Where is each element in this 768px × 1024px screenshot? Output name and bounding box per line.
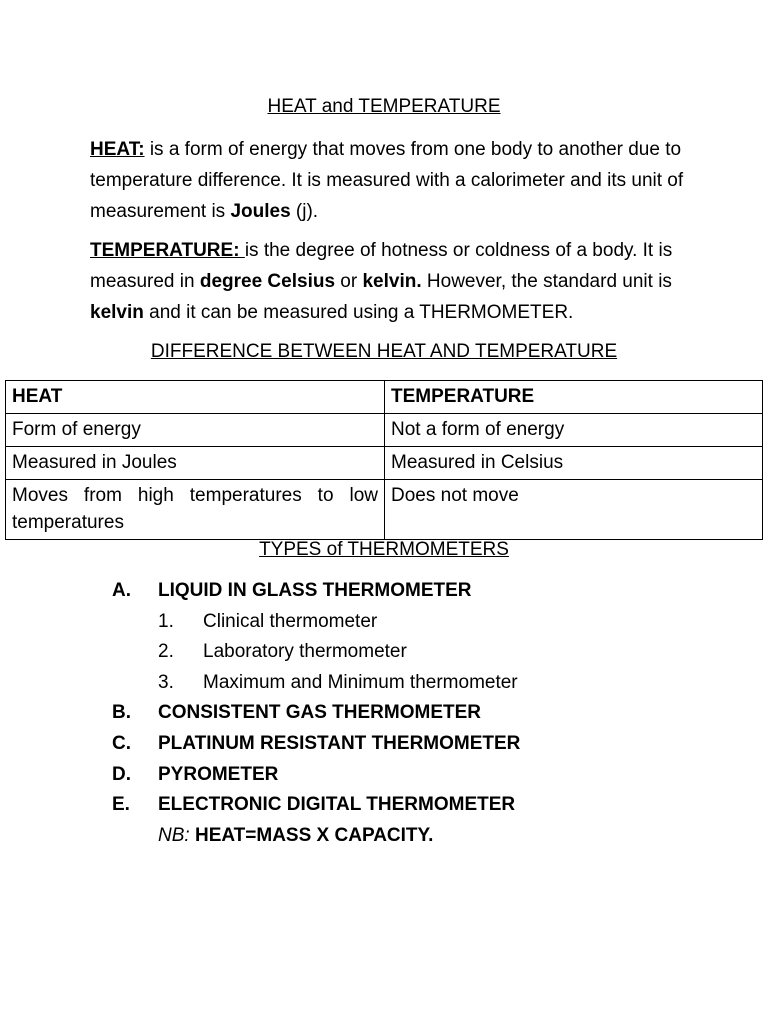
temperature-unit-celsius: degree Celsius xyxy=(199,271,336,292)
difference-title: DIFFERENCE BETWEEN HEAT AND TEMPERATURE xyxy=(150,341,618,362)
temperature-text-2: or xyxy=(335,271,363,292)
table-cell: Not a form of energy xyxy=(385,414,763,447)
table-header-row xyxy=(6,381,763,414)
table-cell: Measured in Celsius xyxy=(385,447,763,480)
list-marker: 1. xyxy=(158,610,174,632)
note-formula: HEAT=MASS X CAPACITY. xyxy=(189,824,434,846)
page-title: HEAT and TEMPERATURE xyxy=(267,96,501,117)
temperature-unit-kelvin: kelvin. xyxy=(362,271,422,292)
note-line xyxy=(158,821,433,851)
temperature-text-3: However, the standard unit is xyxy=(421,271,672,292)
list-item-label: PLATINUM RESISTANT THERMOMETER xyxy=(158,732,521,754)
temperature-text-4: and it can be measured using a THERMOMETER. xyxy=(143,302,574,323)
list-marker: E. xyxy=(112,794,130,816)
list-item-label: LIQUID IN GLASS THERMOMETER xyxy=(158,580,472,601)
list-item-label: Laboratory thermometer xyxy=(203,641,407,663)
list-marker: C. xyxy=(112,732,131,754)
heat-unit: Joules xyxy=(230,201,291,222)
temperature-standard-unit: kelvin xyxy=(90,302,144,323)
table-cell: Form of energy xyxy=(6,414,385,447)
heat-text-1: is a form of energy that moves from one body to another due to temperature difference. It is measured with a calorimeter and its unit of measurement is xyxy=(90,139,684,222)
list-item-label: PYROMETER xyxy=(158,763,279,785)
temperature-text-1: is the degree of hotness or coldness of a body. It is measured in xyxy=(90,240,673,292)
list-marker: B. xyxy=(112,702,131,724)
difference-table xyxy=(5,380,763,540)
list-item-label: CONSISTENT GAS THERMOMETER xyxy=(158,702,482,724)
table-header-heat: HEAT xyxy=(6,381,385,414)
note-label: NB: xyxy=(158,824,190,846)
heat-text-2: (j). xyxy=(290,201,319,222)
list-marker: 3. xyxy=(158,671,174,693)
list-marker: D. xyxy=(112,763,131,785)
list-item-label: Clinical thermometer xyxy=(203,610,378,632)
table-cell: Does not move xyxy=(385,480,763,540)
heat-label: HEAT: xyxy=(90,139,145,160)
table-row xyxy=(6,480,763,540)
list-item-label: ELECTRONIC DIGITAL THERMOMETER xyxy=(158,794,516,816)
table-header-temperature: TEMPERATURE xyxy=(385,381,763,414)
list-item-label: Maximum and Minimum thermometer xyxy=(203,671,518,693)
temperature-definition xyxy=(90,235,690,328)
table-cell: Measured in Joules xyxy=(6,447,385,480)
heat-definition xyxy=(90,134,690,227)
table-row xyxy=(6,447,763,480)
temperature-label: TEMPERATURE: xyxy=(90,240,245,261)
table-cell: Moves from high temperatures to low temperatures xyxy=(6,480,385,540)
list-marker: A. xyxy=(112,580,131,601)
table-row xyxy=(6,414,763,447)
types-title: TYPES of THERMOMETERS xyxy=(259,539,509,560)
list-marker: 2. xyxy=(158,641,174,663)
